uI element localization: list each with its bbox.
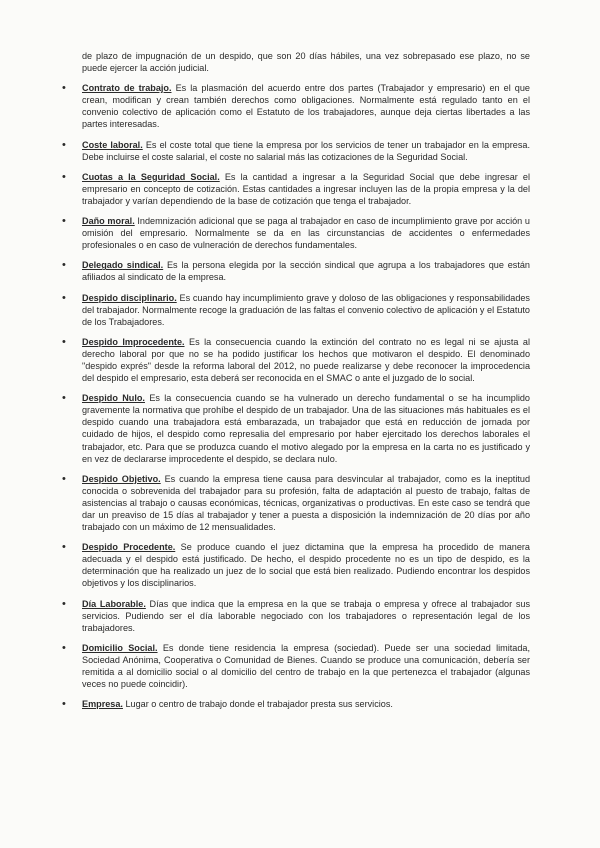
glossary-definition: Lugar o centro de trabajo donde el trabajador presta sus servicios.	[122, 699, 393, 710]
bullet-icon: •	[62, 472, 66, 485]
glossary-entry	[62, 259, 530, 283]
glossary-term: Domicilio Social.	[82, 642, 158, 653]
continuation-text: de plazo de impugnación de un despido, que son 20 días hábiles, una vez sobrepasado ese plazo, no se puede ejercer la acción judicial.	[82, 51, 530, 74]
bullet-icon: •	[62, 392, 66, 405]
glossary-definition: Se produce cuando el juez dictamina que la empresa ha procedido de manera adecuada y el despido está justificado. De hecho, el despido procedente no es un tipo de despido, es la determinación que ha realizado un juez de lo social que está bien realizado. Pudiendo encontrar los despidos objetivos y los disciplinarios.	[82, 542, 530, 589]
glossary-entry	[62, 541, 530, 589]
glossary-definition: Es la consecuencia cuando se ha vulnerado un derecho fundamental o se ha incumplido gravemente la normativa que prohíbe el despido de un trabajador. Una de las situaciones más habituales es el despido cuando una trabajadora está embarazada, un trabajador que está en reducción de jornada por cuidado de hijos, el despido como represalia del empresario por haber ejercitado los derechos laborales el trabajador, etc. Para que se produzca cuando el motivo alegado por la empresa en la carta no es justificado y en vez de declararse improcedente el despido, se declara nulo.	[82, 393, 530, 464]
bullet-icon: •	[62, 698, 66, 711]
glossary-term: Despido Improcedente.	[82, 336, 185, 347]
glossary-term: Delegado sindical.	[82, 260, 164, 271]
glossary-entry	[62, 473, 530, 533]
glossary-definition: Es la plasmación del acuerdo entre dos partes (Trabajador y empresario) en el que crean, modifican y crean también derechos como obligaciones. Normalmente está regulado tanto en el convenio colectivo de aplicación como el Estatuto de los trabajadores, aunque deja ciertas libertades a las partes interesadas.	[82, 83, 530, 130]
glossary-entry	[62, 82, 530, 130]
glossary-entries	[62, 82, 530, 710]
glossary-entry	[62, 642, 530, 690]
glossary-entry	[62, 171, 530, 207]
glossary-term: Contrato de trabajo.	[82, 83, 172, 94]
bullet-icon: •	[62, 170, 66, 183]
bullet-icon: •	[62, 259, 66, 272]
glossary-list	[62, 50, 530, 74]
glossary-entry	[62, 336, 530, 384]
glossary-entry	[62, 292, 530, 328]
glossary-entry	[62, 392, 530, 465]
glossary-entry	[62, 698, 530, 710]
glossary-definition: Es cuando hay incumplimiento grave y doloso de las obligaciones y responsabilidades del trabajador. Normalmente recoge la graduación de las faltas el convenio colectivo de aplicación y el Estatuto de los Trabajadores.	[82, 292, 530, 327]
glossary-definition: Es la consecuencia cuando la extinción del contrato no es legal ni se ajusta al derecho laboral por que no se ha podido justificar los hechos que motivaron el despido. El denominado "despido exprés" desde la reforma laboral del 2012, no puede realizarse y debe reconocer la improcedencia del despido el empresario, esta deberá ser reconocida en el SMAC o ante el juzgado de lo social.	[82, 336, 530, 384]
glossary-definition: Es cuando la empresa tiene causa para desvincular al trabajador, como es la ineptitud conocida o sobrevenida del trabajador para su profesión, falta de adaptación al puesto de trabajo, faltas de asistencias al trabajo o causas económicas, técnicas, organizativas o productivas. En este caso se tendrá que dar un preaviso de 15 días al trabajador y tener a puesta a disposición la indemnización de 20 días por año trabajado con un máximo de 12 mensualidades.	[82, 473, 530, 533]
glossary-entry	[62, 215, 530, 251]
bullet-icon: •	[62, 541, 66, 554]
bullet-icon: •	[62, 335, 66, 348]
bullet-icon: •	[62, 82, 66, 95]
glossary-term: Despido Procedente.	[82, 542, 176, 553]
glossary-term: Despido Nulo.	[82, 393, 145, 404]
bullet-icon: •	[62, 138, 66, 151]
glossary-term: Día Laborable.	[82, 598, 146, 609]
glossary-entry	[62, 139, 530, 163]
glossary-term: Cuotas a la Seguridad Social.	[82, 171, 220, 182]
bullet-icon: •	[62, 597, 66, 610]
glossary-definition: Es el coste total que tiene la empresa por los servicios de tener un trabajador en la empresa. Debe incluirse el coste salarial, el coste no salarial más las cotizaciones de la Seguridad Social.	[82, 139, 530, 162]
glossary-term: Empresa.	[82, 699, 123, 710]
glossary-definition: Días que indica que la empresa en la que se trabaja o empresa y ofrece al trabajador sus servicios. Pudiendo ser el día laborable negociado con los trabajadores o representación legal de los trabajadores.	[82, 598, 530, 633]
glossary-definition: Indemnización adicional que se paga al trabajador en caso de incumplimiento grave por acción u omisión del empresario. Normalmente se da en las circunstancias de accidentes o enfermedades profesionales o en caso de vulneración de derechos fundamentales.	[82, 216, 530, 251]
glossary-term: Despido Objetivo.	[82, 473, 161, 484]
bullet-icon: •	[62, 291, 66, 304]
glossary-definition: Es la persona elegida por la sección sindical que agrupa a los trabajadores que están afiliados al sindicato de la empresa.	[82, 260, 530, 283]
continuation-paragraph	[62, 50, 530, 74]
glossary-term: Despido disciplinario.	[82, 292, 177, 303]
glossary-definition: Es donde tiene residencia la empresa (sociedad). Puede ser una sociedad limitada, Sociedad Anónima, Cooperativa o Comunidad de Bienes. Cuando se produce una comunicación, debería ser remitida a al domicilio social o al domicilio del centro de trabajo en la que pertenezca el trabajador (algunas veces no puede coincidir).	[82, 642, 530, 690]
glossary-term: Coste laboral.	[82, 139, 143, 150]
glossary-term: Daño moral.	[82, 216, 135, 227]
glossary-entry	[62, 598, 530, 634]
bullet-icon: •	[62, 641, 66, 654]
glossary-definition: Es la cantidad a ingresar a la Seguridad Social que debe ingresar el empresario en concepto de cotización. Estas cantidades a ingresar incluyen las de la propia empresa y la del trabajador y varían dependiendo de la base de cotización que tenga el trabajador.	[82, 171, 530, 206]
bullet-icon: •	[62, 215, 66, 228]
